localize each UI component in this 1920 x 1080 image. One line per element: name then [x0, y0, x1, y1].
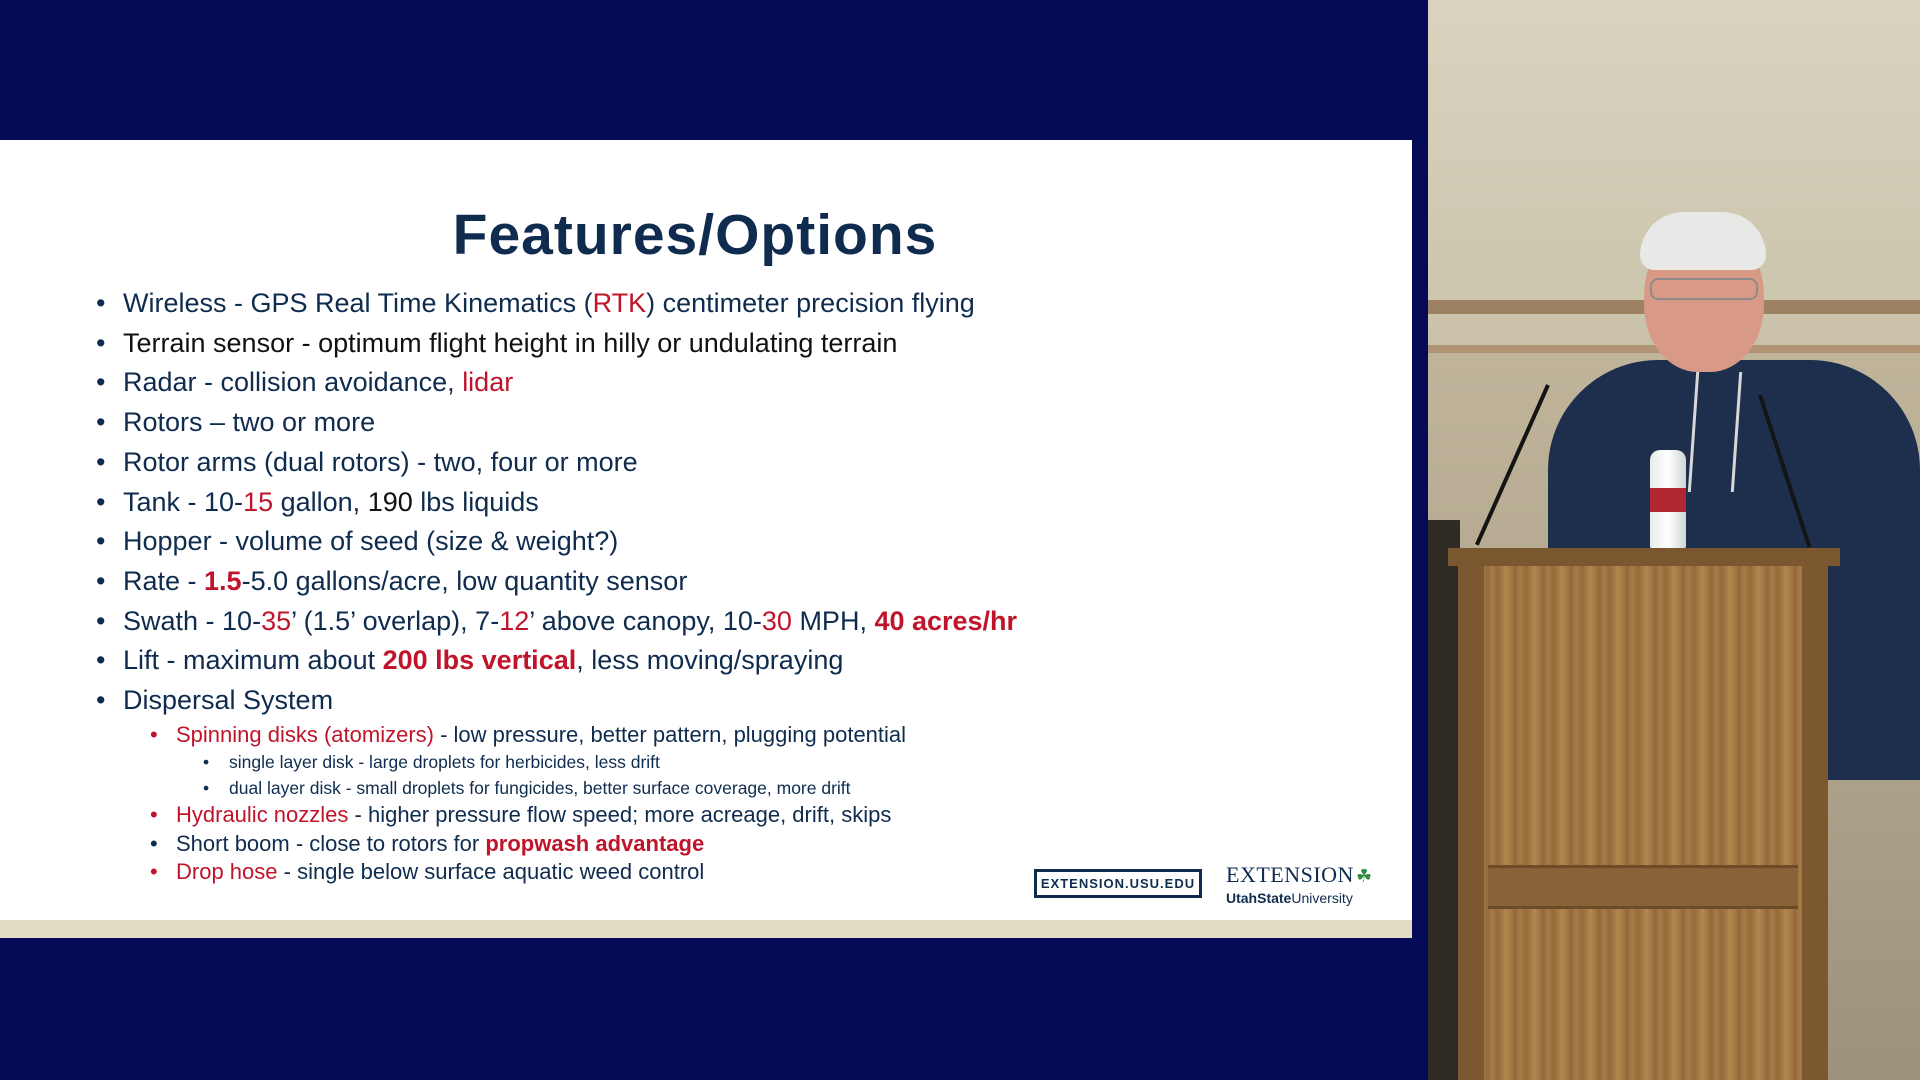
- highlight-text: lidar: [462, 367, 514, 398]
- usu-extension-logo: [1226, 862, 1376, 912]
- speaker-lanyard: [1688, 372, 1742, 492]
- bullet-text: Swath - 10-: [123, 605, 262, 636]
- bullet-text: MPH,: [791, 605, 875, 636]
- highlight-text: 35: [261, 605, 292, 636]
- bullet-text: Dispersal System: [123, 685, 334, 716]
- sub-bullet-spinning-disks: [96, 721, 1017, 750]
- sub-bullet-drop-hose: [96, 858, 1017, 887]
- bullet-text: lbs liquids: [412, 486, 539, 517]
- bullet-tank: [96, 483, 1017, 523]
- sub-bullet-hydraulic-nozzles: [96, 801, 1017, 830]
- podium-side-left: [1458, 566, 1484, 1080]
- highlight-text: RTK: [592, 288, 647, 318]
- bullet-text: - single below surface aquatic weed control: [277, 859, 705, 885]
- background-shadow: [1428, 520, 1460, 1080]
- frame-divider: [1412, 0, 1428, 1080]
- bullet-rotor-arms: [96, 443, 1017, 483]
- sub-bullet-short-boom: [96, 830, 1017, 859]
- bullet-text: single layer disk - large droplets for herbicides, less drift: [229, 752, 660, 773]
- bullet-rotors: [96, 403, 1017, 443]
- podium-rail: [1488, 865, 1798, 909]
- podium-top: [1448, 548, 1840, 566]
- highlight-text: Spinning disks (atomizers): [176, 721, 434, 747]
- sub-sub-bullet-dual-layer: [96, 775, 1017, 801]
- bullet-text: Wireless - GPS Real Time Kinematics (: [123, 288, 593, 318]
- highlight-text: 12: [499, 605, 530, 636]
- bullet-swath: [96, 602, 1017, 642]
- bullet-text: dual layer disk - small droplets for fungicides, better surface coverage, more drift: [229, 778, 851, 799]
- bullet-list: [96, 284, 1017, 887]
- university-name-rest: University: [1291, 890, 1353, 906]
- highlight-text: 200 lbs vertical: [382, 645, 577, 676]
- highlight-text: Drop hose: [176, 859, 278, 885]
- highlight-text: 40 acres/hr: [874, 605, 1018, 636]
- top-frame-band: [0, 0, 1428, 140]
- extension-wordmark: [1226, 862, 1376, 888]
- speaker-glasses: [1650, 278, 1758, 300]
- bullet-text: 190: [367, 486, 413, 517]
- bottom-frame-band: [0, 938, 1428, 1080]
- extension-text: EXTENSION: [1226, 862, 1354, 887]
- extension-url-badge: EXTENSION.USU.EDU: [1034, 869, 1202, 898]
- highlight-text: 30: [761, 605, 792, 636]
- university-name: [1226, 890, 1376, 906]
- highlight-text: 15: [243, 486, 274, 517]
- bullet-rtk: [96, 284, 1017, 324]
- bullet-text: - higher pressure flow speed; more acreage, drift, skips: [348, 802, 892, 828]
- podium-side-right: [1802, 566, 1828, 1080]
- bullet-text: Rotors – two or more: [123, 407, 376, 438]
- bullet-text: Terrain sensor - optimum flight height in hilly or undulating terrain: [123, 327, 898, 358]
- bullet-terrain-sensor: [96, 324, 1017, 364]
- bullet-text: Hopper - volume of seed (size & weight?): [123, 526, 619, 557]
- highlight-text: Hydraulic nozzles: [176, 802, 349, 828]
- bullet-text: - low pressure, better pattern, plugging potential: [433, 721, 907, 747]
- bullet-text: gallon,: [273, 486, 368, 517]
- sub-sub-bullet-single-layer: [96, 749, 1017, 775]
- bullet-text: ’ (1.5’ overlap), 7-: [291, 605, 500, 636]
- speaker-video-panel: [1428, 0, 1920, 1080]
- highlight-text: 1.5: [204, 565, 242, 596]
- highlight-text: propwash advantage: [485, 830, 705, 856]
- bullet-rate: [96, 562, 1017, 602]
- bullet-lift: [96, 641, 1017, 681]
- bullet-dispersal-system: [96, 681, 1017, 721]
- bullet-hopper: [96, 522, 1017, 562]
- bullet-text: ’ above canopy, 10-: [529, 605, 762, 636]
- bullet-text: Lift - maximum about: [123, 645, 383, 676]
- bullet-text: Tank - 10-: [123, 486, 244, 517]
- bullet-text: Short boom - close to rotors for: [176, 830, 486, 856]
- 4-h-clover-icon: ☘: [1355, 866, 1373, 886]
- slide-footer-band: [0, 920, 1412, 938]
- bullet-text: Rate -: [123, 565, 205, 596]
- bullet-text: Radar - collision avoidance,: [123, 367, 463, 398]
- bullet-radar: [96, 363, 1017, 403]
- university-name-bold: UtahState: [1226, 890, 1292, 906]
- water-bottle-label: [1650, 488, 1686, 512]
- presentation-slide: [0, 140, 1412, 920]
- bullet-text: Rotor arms (dual rotors) - two, four or more: [123, 446, 638, 477]
- bullet-text: -5.0 gallons/acre, low quantity sensor: [241, 565, 688, 596]
- slide-title: Features/Options: [452, 203, 938, 267]
- bullet-text: , less moving/spraying: [576, 645, 844, 676]
- bullet-text: ) centimeter precision flying: [646, 288, 975, 318]
- wooden-podium: [1458, 550, 1828, 1080]
- speaker-hair: [1640, 212, 1766, 270]
